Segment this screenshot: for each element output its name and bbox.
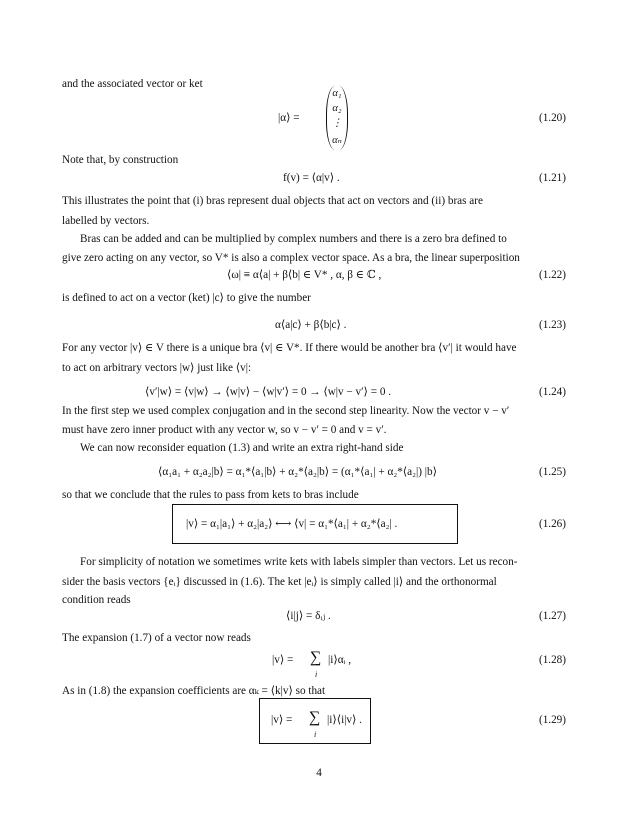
text-line: labelled by vectors. [62, 215, 150, 227]
equation-number: (1.29) [538, 714, 566, 726]
text-line: condition reads [62, 594, 131, 606]
equation-1-29-lhs: |v⟩ = [271, 714, 293, 726]
equation-1-27: ⟨i|j⟩ = δᵢⱼ . [286, 610, 331, 622]
equation-number: (1.27) [538, 610, 566, 622]
equation-number: (1.24) [538, 386, 566, 398]
text-line: We can now reconsider equation (1.3) and write an extra right-hand side [80, 442, 404, 454]
text-line: give zero acting on any vector, so V* is also a complex vector space. As a bra, the linear superposition [62, 252, 520, 264]
equation-1-23: α⟨a|c⟩ + β⟨b|c⟩ . [275, 319, 347, 331]
equation-number: (1.26) [538, 518, 566, 530]
text-line: For simplicity of notation we sometimes write kets with labels simpler than vectors. Let us recon- [80, 556, 518, 568]
text-line: Bras can be added and can be multiplied by complex numbers and there is a zero bra defined to [80, 233, 507, 245]
text-line: must have zero inner product with any vector w, so v − v′ = 0 and v = v′. [62, 424, 387, 436]
vector-entry: α₁ [332, 88, 342, 99]
equation-1-22: ⟨ω| ≡ α⟨a| + β⟨b| ∈ V* , α, β ∈ ℂ , [227, 269, 382, 281]
equation-1-24: ⟨v′|w⟩ = ⟨v|w⟩ → ⟨w|v⟩ − ⟨w|v′⟩ = 0 → ⟨w|v − v′⟩ = 0 . [145, 386, 392, 398]
equation-1-28-rhs: |i⟩αᵢ , [328, 654, 351, 666]
text-line: This illustrates the point that (i) bras represent dual objects that act on vectors and (ii) bras are [62, 195, 483, 207]
sum-index: i [314, 730, 317, 739]
text-line: As in (1.8) the expansion coefficients are αₖ = ⟨k|v⟩ so that [62, 685, 326, 697]
text-line: Note that, by construction [62, 154, 179, 166]
equation-number: (1.22) [538, 269, 566, 281]
vector-entry: αₙ [332, 135, 342, 146]
text-line: so that we conclude that the rules to pass from kets to bras include [62, 489, 359, 501]
vector-entry: ⋮ [331, 118, 343, 129]
text-line: to act on arbitrary vectors |w⟩ just like ⟨v|: [62, 362, 252, 374]
equation-1-25: ⟨α₁a₁ + α₂a₂|b⟩ = α₁*⟨a₁|b⟩ + α₂*⟨a₂|b⟩ = (α₁*⟨a₁| + α₂*⟨a₂|) |b⟩ [158, 466, 437, 478]
equation-number: (1.28) [538, 654, 566, 666]
text-line: is defined to act on a vector (ket) |c⟩ to give the number [62, 292, 311, 304]
equation-number: (1.21) [538, 172, 566, 184]
equation-number: (1.25) [538, 466, 566, 478]
equation-1-28-lhs: |v⟩ = [272, 654, 294, 666]
equation-number: (1.23) [538, 319, 566, 331]
vector-entry: α₂ [332, 103, 342, 114]
equation-1-20-lhs: |α⟩ = [278, 112, 300, 124]
sum-index: i [315, 670, 318, 679]
column-vector [326, 86, 348, 150]
equation-1-26: |v⟩ = α₁|a₁⟩ + α₂|a₂⟩ ⟷ ⟨v| = α₁*⟨a₁| + α₂*⟨a₂| . [186, 518, 398, 530]
equation-1-29-rhs: |i⟩⟨i|v⟩ . [327, 714, 362, 726]
equation-1-21: f(v) = ⟨α|v⟩ . [283, 172, 340, 184]
text-line: sider the basis vectors {eᵢ} discussed in (1.6). The ket |eᵢ⟩ is simply called |i⟩ and the orthonormal [62, 576, 497, 588]
text-line: For any vector |v⟩ ∈ V there is a unique bra ⟨v| ∈ V*. If there would be another bra ⟨v′| it would have [62, 342, 517, 354]
text-line: In the first step we used complex conjugation and in the second step linearity. Now the vector v − v′ [62, 405, 510, 417]
page-number: 4 [316, 767, 322, 779]
text-line: and the associated vector or ket [62, 78, 203, 90]
sum-symbol: ∑ [309, 709, 321, 726]
text-line: The expansion (1.7) of a vector now reads [62, 632, 251, 644]
sum-symbol: ∑ [310, 649, 322, 666]
equation-number: (1.20) [538, 112, 566, 124]
